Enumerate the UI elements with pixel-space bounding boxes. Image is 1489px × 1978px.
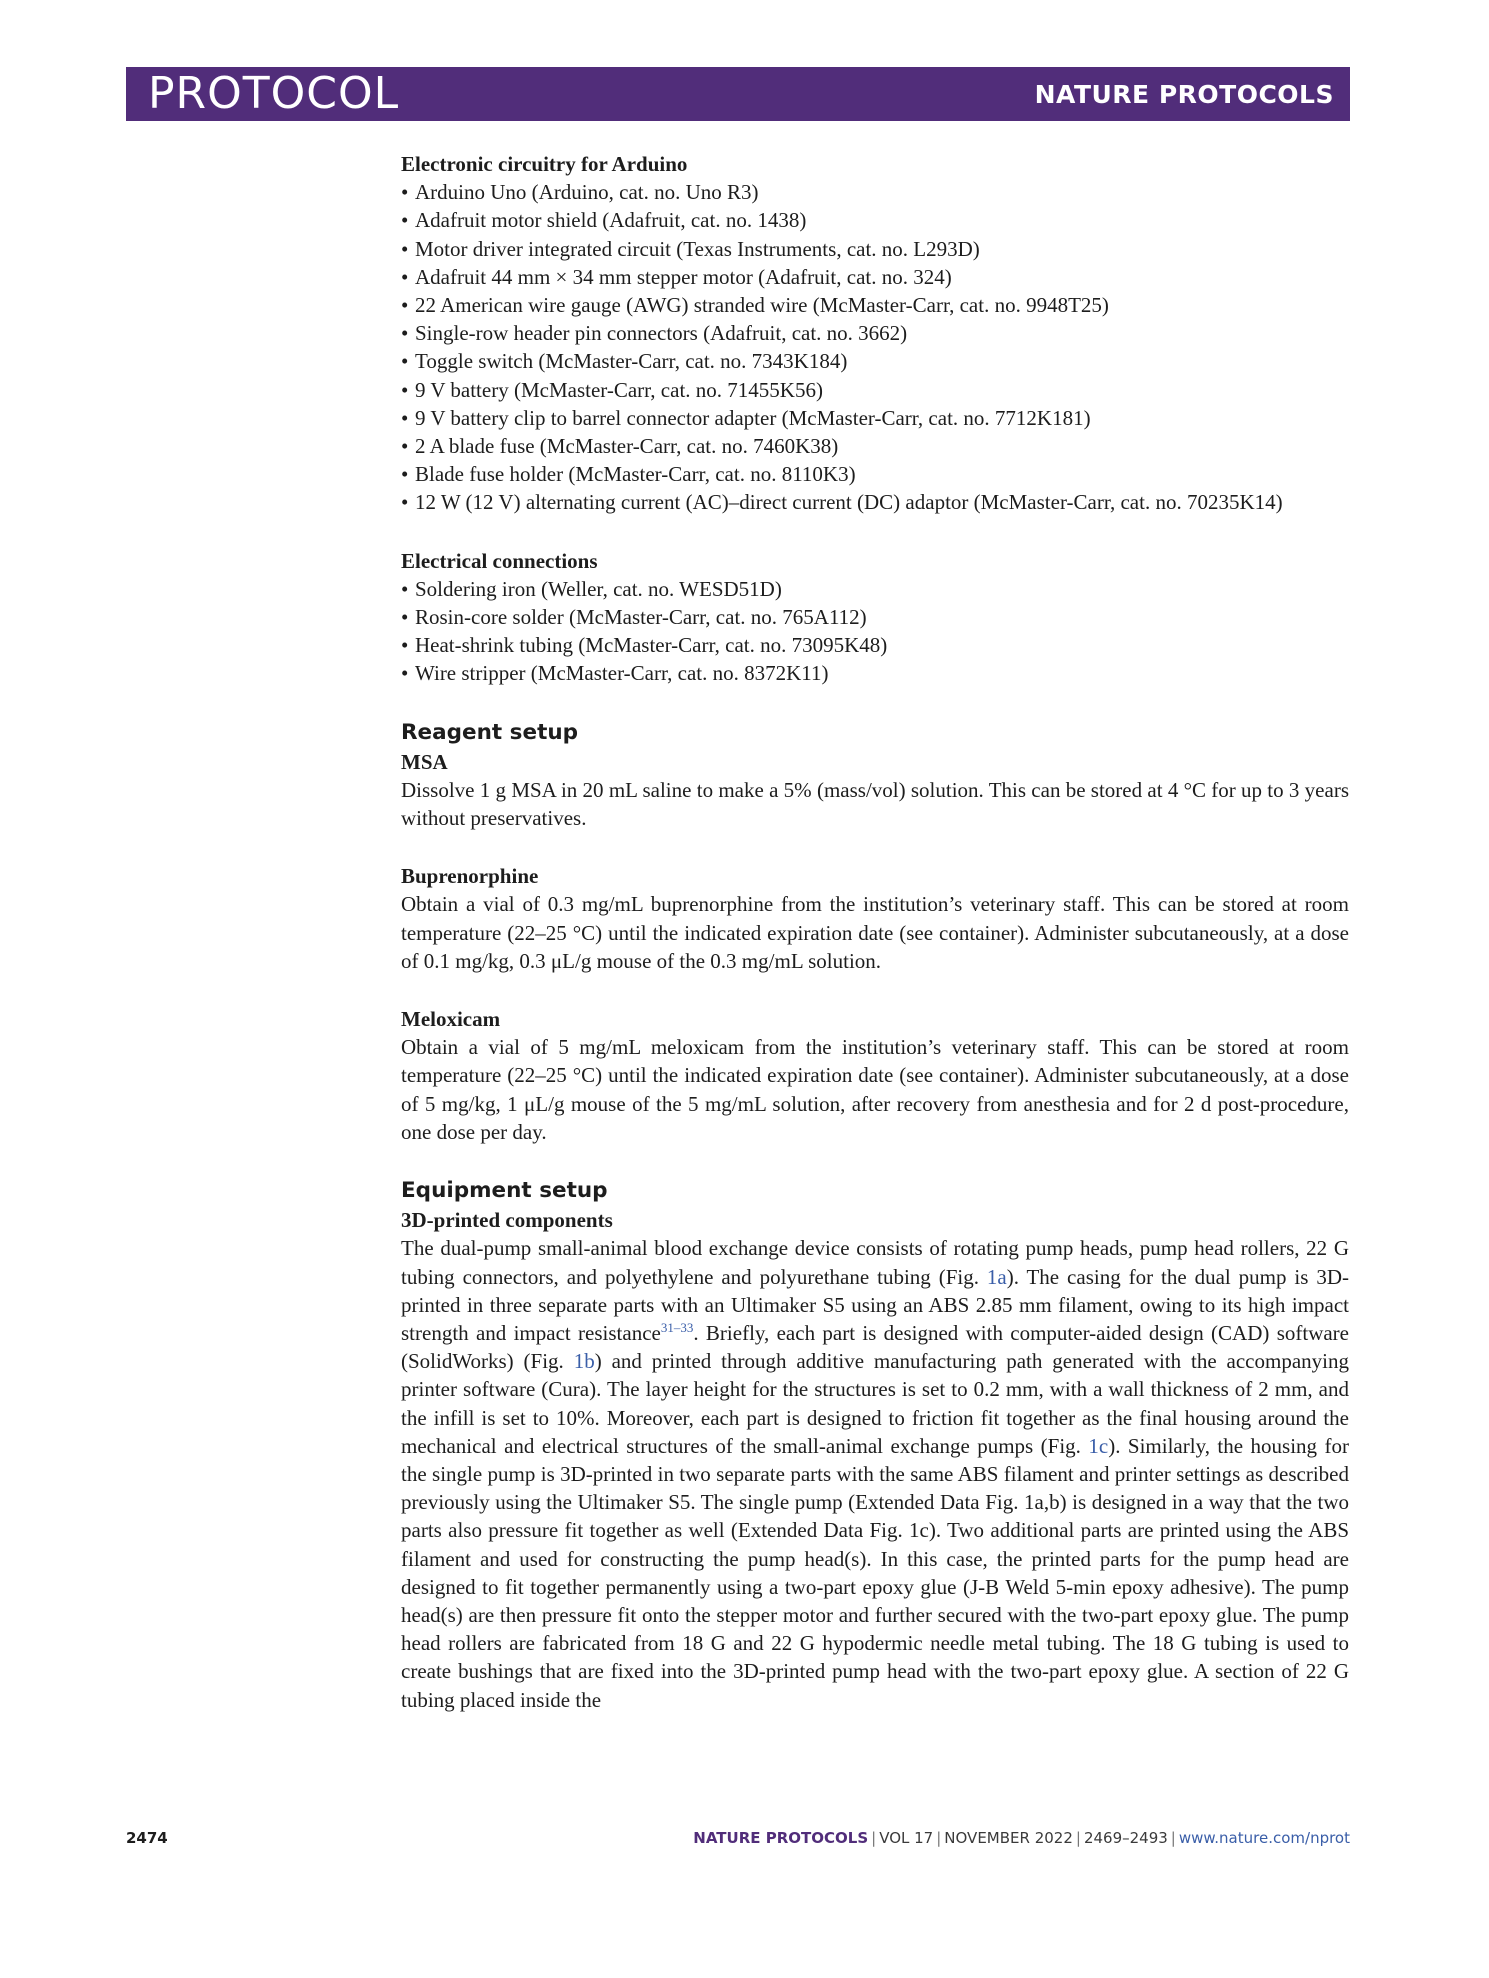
buprenorphine-heading: Buprenorphine	[401, 864, 539, 889]
list-item: • Adafruit 44 mm × 34 mm stepper motor (Adafruit, cat. no. 324)	[401, 263, 1349, 291]
footer-pages: 2469–2493	[1083, 1829, 1168, 1847]
list-item: • Toggle switch (McMaster-Carr, cat. no. 7343K184)	[401, 347, 1349, 375]
list-item: • Single-row header pin connectors (Adafruit, cat. no. 3662)	[401, 319, 1349, 347]
list-item: • Wire stripper (McMaster-Carr, cat. no. 8372K11)	[401, 659, 1349, 687]
list-item: • 2 A blade fuse (McMaster-Carr, cat. no. 7460K38)	[401, 432, 1349, 460]
article-body	[401, 150, 1349, 1714]
electrical-heading: Electrical connections	[401, 548, 598, 573]
list-item: • Heat-shrink tubing (McMaster-Carr, cat. no. 73095K48)	[401, 631, 1349, 659]
text-run: ). The casing for the dual pump is 3D-printed in three separate parts with an Ultimaker S5 using an ABS 2.85 mm filament, owing to its high impact strength and impact resistance	[401, 1264, 1349, 1345]
footer-citation: NATURE PROTOCOLS | VOL 17 | NOVEMBER 2022 | 2469–2493 | www.nature.com/nprot	[693, 1829, 1350, 1847]
list-item: • 22 American wire gauge (AWG) stranded wire (McMaster-Carr, cat. no. 9948T25)	[401, 291, 1349, 319]
citation-link[interactable]: 31–33	[660, 1319, 694, 1335]
msa-heading: MSA	[401, 749, 448, 774]
figure-link-1c[interactable]: 1c	[1088, 1433, 1109, 1458]
electronic-list	[401, 178, 1349, 516]
figure-link-1a[interactable]: 1a	[986, 1264, 1007, 1289]
list-item: • 9 V battery (McMaster-Carr, cat. no. 71455K56)	[401, 376, 1349, 404]
meloxicam-heading: Meloxicam	[401, 1007, 501, 1032]
text-run: ) and printed through additive manufacturing path generated with the accompanying printer software (Cura). The layer height for the structures is set to 0.2 mm, with a wall thickness of 2 mm, and the infill is set to 10%. Moreover, each part is designed to friction fit together as the final housing around the mechanical and electrical structures of the small-animal exchange pumps (Fig.	[401, 1349, 1349, 1458]
footer-volume: VOL 17	[879, 1829, 934, 1847]
3d-printed-heading: 3D-printed components	[401, 1208, 613, 1233]
list-item: • Arduino Uno (Arduino, cat. no. Uno R3)	[401, 178, 1349, 206]
equipment-paragraph	[401, 1234, 1349, 1713]
footer-journal: NATURE PROTOCOLS	[693, 1829, 869, 1847]
list-item: • 9 V battery clip to barrel connector adapter (McMaster-Carr, cat. no. 7712K181)	[401, 404, 1349, 432]
list-item: • Blade fuse holder (McMaster-Carr, cat. no. 8110K3)	[401, 460, 1349, 488]
electronic-heading: Electronic circuitry for Arduino	[401, 152, 688, 176]
page-number: 2474	[126, 1829, 168, 1847]
footer-url-link[interactable]: www.nature.com/nprot	[1178, 1829, 1350, 1847]
reagent-setup-heading: Reagent setup	[401, 719, 579, 745]
page-footer	[126, 1826, 1350, 1850]
list-item: • Soldering iron (Weller, cat. no. WESD51D)	[401, 575, 1349, 603]
meloxicam-text: Obtain a vial of 5 mg/mL meloxicam from the institution’s veterinary staff. This can be stored at room temperature (22–25 °C) until the indicated expiration date (see container). Administer subcutaneously, at a dose of 5 mg/kg, 1 μL/g mouse of the 5 mg/mL solution, after recovery from anesthesia and for 2 d post-procedure, one dose per day.	[401, 1035, 1349, 1144]
list-item: • 12 W (12 V) alternating current (AC)–direct current (DC) adaptor (McMaster-Carr, cat. no. 70235K14)	[401, 488, 1349, 516]
text-run: . Briefly, each part is designed with computer-aided design (CAD) software (SolidWorks) (Fig.	[401, 1320, 1349, 1374]
msa-text: Dissolve 1 g MSA in 20 mL saline to make a 5% (mass/vol) solution. This can be stored at 4 °C for up to 3 years without preservatives.	[401, 777, 1349, 831]
figure-link-1b[interactable]: 1b	[573, 1349, 595, 1374]
equipment-setup-heading: Equipment setup	[401, 1178, 608, 1204]
list-item: • Rosin-core solder (McMaster-Carr, cat. no. 765A112)	[401, 603, 1349, 631]
section-label: PROTOCOL	[148, 68, 400, 119]
text-run: ). Similarly, the housing for the single pump is 3D-printed in two separate parts with the same ABS filament and printer settings as described previously using the Ultimaker S5. The single pump (Extended Data Fig. 1a,b) is designed in a way that the two parts also pressure fit together as well (Extended Data Fig. 1c). Two additional parts are printed using the ABS filament and used for constructing the pump head(s). In this case, the printed parts for the pump head are designed to fit together permanently using a two-part epoxy glue (J-B Weld 5-min epoxy adhesive). The pump head(s) are then pressure fit onto the stepper motor and further secured with the two-part epoxy glue. The pump head rollers are fabricated from 18 G and 22 G hypodermic needle metal tubing. The 18 G tubing is used to create bushings that are fixed into the 3D-printed pump head with the two-part epoxy glue. A section of 22 G tubing placed inside the	[401, 1433, 1349, 1712]
header-banner	[126, 67, 1350, 121]
list-item: • Motor driver integrated circuit (Texas Instruments, cat. no. L293D)	[401, 235, 1349, 263]
text-run: The dual-pump small-animal blood exchange device consists of rotating pump heads, pump head rollers, 22 G tubing connectors, and polyethylene and polyurethane tubing (Fig.	[401, 1236, 1349, 1289]
footer-date: NOVEMBER 2022	[944, 1829, 1073, 1847]
buprenorphine-text: Obtain a vial of 0.3 mg/mL buprenorphine from the institution’s veterinary staff. This can be stored at room temperature (22–25 °C) until the indicated expiration date (see container). Administer subcutaneously, at a dose of 0.1 mg/kg, 0.3 μL/g mouse of the 0.3 mg/mL solution.	[401, 892, 1349, 973]
list-item: • Adafruit motor shield (Adafruit, cat. no. 1438)	[401, 206, 1349, 234]
journal-label: NATURE PROTOCOLS	[1034, 80, 1334, 109]
electrical-list	[401, 575, 1349, 688]
